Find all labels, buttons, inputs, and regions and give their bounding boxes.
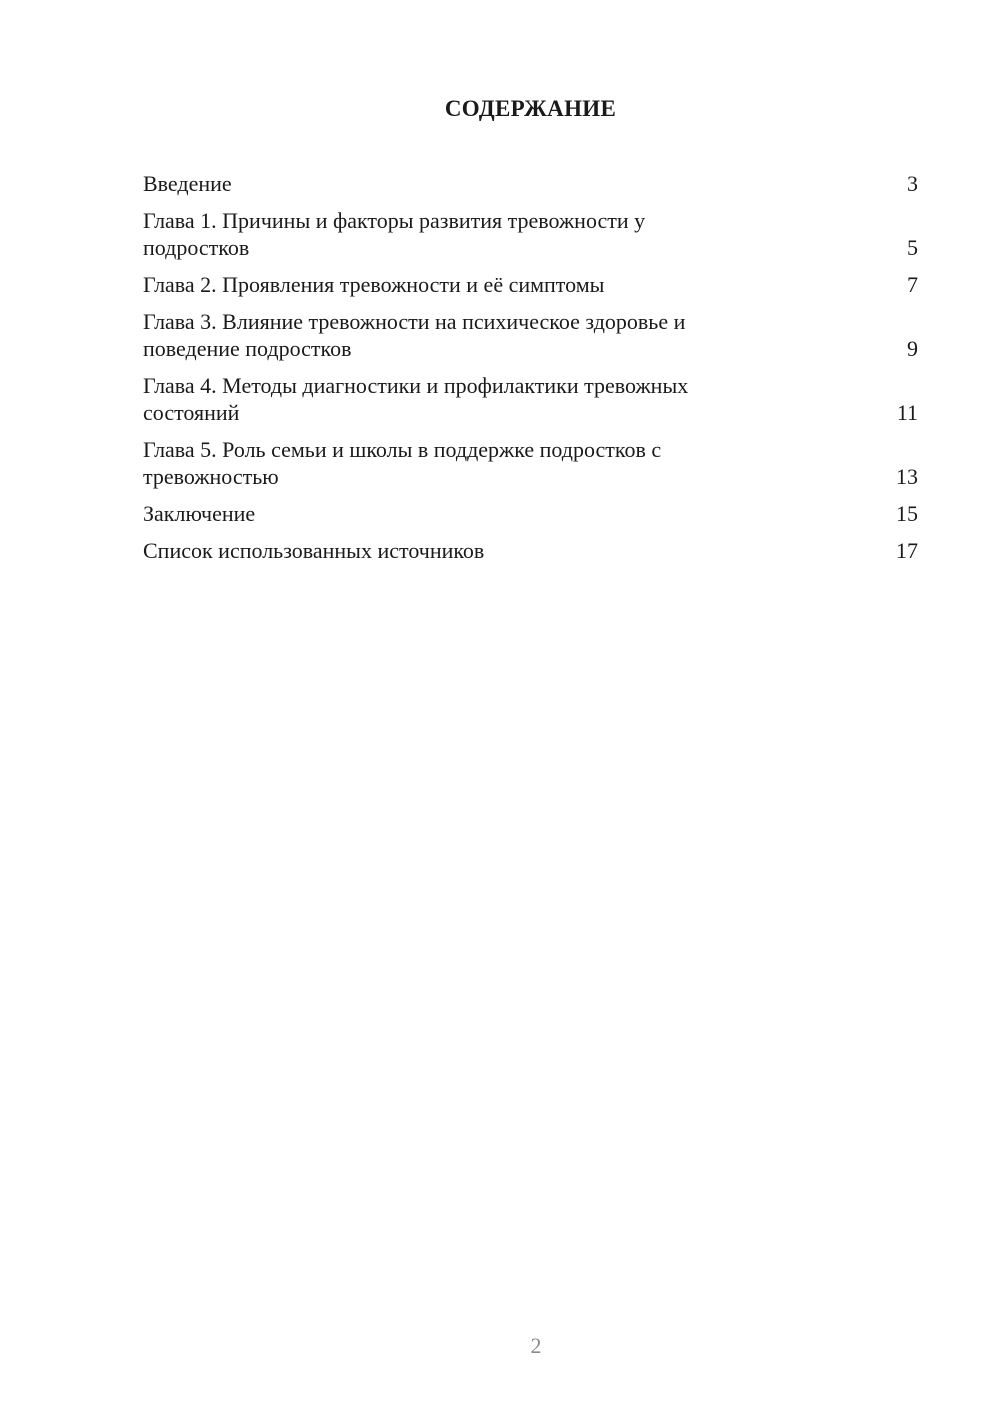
- toc-entry-label: Заключение: [143, 501, 256, 526]
- page-number: 2: [530, 1333, 542, 1358]
- toc-entry-chapter-4: [143, 372, 918, 426]
- toc-entry-chapter-5: [143, 436, 918, 490]
- toc-entry-references: [143, 537, 918, 564]
- toc-entry-label: Глава 2. Проявления тревожности и её симптомы: [143, 272, 605, 297]
- toc-entry-label: Глава 3. Влияние тревожности на психическое здоровье и поведение подростков: [143, 309, 686, 361]
- toc-entry-page: 7: [907, 272, 918, 297]
- toc-entry-chapter-3: [143, 308, 918, 362]
- toc-entry-label: Список использованных источников: [143, 538, 485, 563]
- toc-entry-page: 17: [896, 538, 918, 563]
- toc-entry-page: 9: [907, 336, 918, 361]
- toc-entry-page: 3: [907, 171, 918, 196]
- toc-entry-chapter-2: [143, 271, 918, 298]
- toc-entry-conclusion: [143, 500, 918, 527]
- toc-entry-introduction: [143, 170, 918, 197]
- toc-entry-label: Глава 4. Методы диагностики и профилактики тревожных состояний: [143, 373, 689, 425]
- toc-entry-label: Глава 1. Причины и факторы развития тревожности у подростков: [143, 208, 646, 260]
- toc-entry-page: 15: [896, 501, 918, 526]
- table-of-contents: [143, 170, 918, 574]
- page-title: СОДЕРЖАНИЕ: [444, 96, 617, 121]
- toc-entry-label: Глава 5. Роль семьи и школы в поддержке подростков с тревожностью: [143, 437, 662, 489]
- toc-entry-page: 5: [907, 235, 918, 260]
- toc-entry-page: 13: [896, 464, 918, 489]
- toc-entry-chapter-1: [143, 207, 918, 261]
- toc-entry-label: Введение: [143, 171, 232, 196]
- toc-entry-page: 11: [896, 400, 918, 425]
